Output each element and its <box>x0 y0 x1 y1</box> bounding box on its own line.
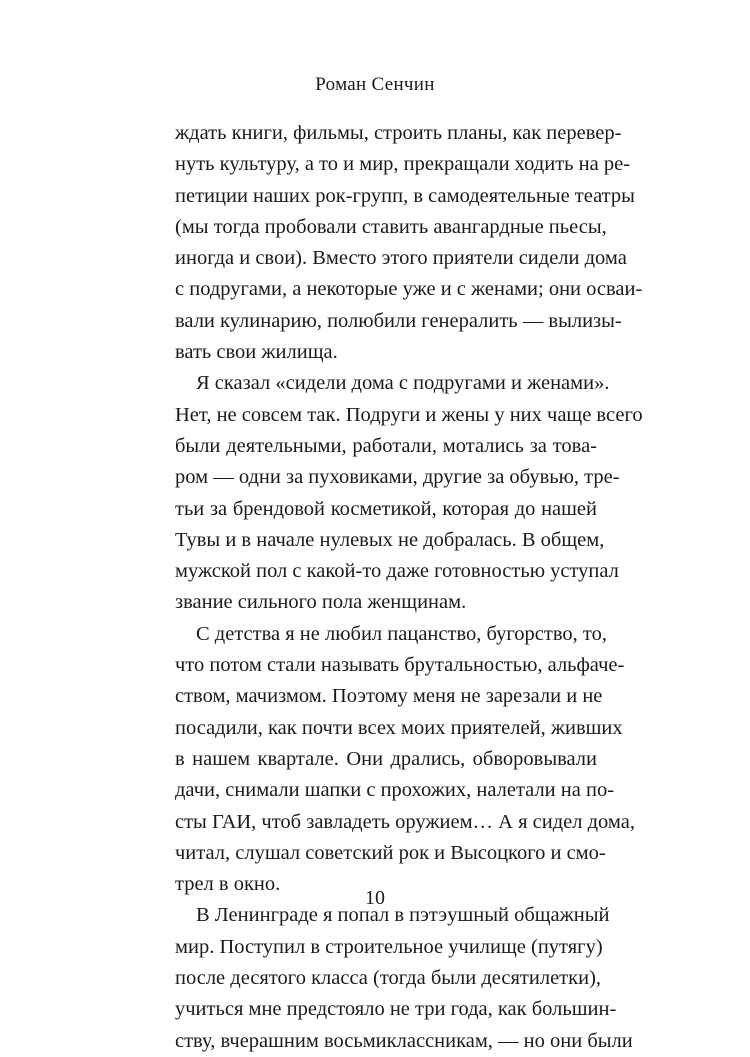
text-line: Тувы и в начале нулевых не добралась. В общем, <box>175 528 605 551</box>
text-line: вать свои жилища. <box>175 341 338 364</box>
text-line: В Ленинграде я попал в пэтэушный общажный <box>196 904 610 927</box>
running-head: Роман Сенчин <box>315 74 435 95</box>
text-line: вали кулинарию, полюбили генералить — вылизы- <box>175 309 622 332</box>
text-line: звание сильного пола женщинам. <box>175 591 467 614</box>
text-line: Я сказал «сидели дома с подругами и женами». <box>196 372 610 395</box>
text-line: были деятельными, работали, мотались за това- <box>175 434 597 457</box>
text-line: ством, мачизмом. Поэтому меня не зарезали и не <box>175 685 603 708</box>
text-line: что потом стали называть брутальностью, альфаче- <box>175 654 625 677</box>
text-line: ждать книги, фильмы, строить планы, как перевер- <box>175 122 622 144</box>
text-line: в нашем квартале. Они дрались, обворовывали <box>175 747 597 770</box>
text-line: (мы тогда пробовали ставить авангардные пьесы, <box>175 215 607 238</box>
text-line: иногда и свои). Вместо этого приятели сидели дома <box>175 247 627 270</box>
text-line: учиться мне предстояло не три года, как большин- <box>175 998 617 1021</box>
text-line: сты ГАИ, чтоб завладеть оружием… А я сидел дома, <box>175 810 635 833</box>
text-line: трел в окно. <box>175 873 281 896</box>
text-line: С детства я не любил пацанство, бугорство, то, <box>196 622 607 645</box>
text-line: читал, слушал советский рок и Высоцкого и смо- <box>175 841 606 864</box>
text-line: посадили, как почти всех моих приятелей, живших <box>175 716 623 739</box>
text-line: нуть культуру, а то и мир, прекращали ходить на ре- <box>175 153 631 176</box>
text-line: мир. Поступил в строительное училище (путягу) <box>175 935 603 958</box>
page-number: 10 <box>365 887 385 909</box>
text-line: ству, вчерашним восьмиклассникам, — но они были <box>175 1029 633 1052</box>
text-line: ром — одни за пуховиками, другие за обувью, тре- <box>175 466 620 489</box>
text-line: тьи за брендовой косметикой, которая до нашей <box>175 497 597 520</box>
text-line: после десятого класса (тогда были десятилетки), <box>175 967 602 990</box>
body-text <box>175 118 643 1057</box>
text-line: дачи, снимали шапки с прохожих, налетали на по- <box>175 779 615 802</box>
text-line: с подругами, а некоторые уже и с женами; они осваи- <box>175 278 643 301</box>
text-line: Нет, не совсем так. Подруги и жены у них чаще всего <box>175 403 643 426</box>
text-line: мужской пол с какой-то даже готовностью уступал <box>175 560 619 583</box>
text-line: петиции наших рок-групп, в самодеятельные театры <box>175 184 635 207</box>
